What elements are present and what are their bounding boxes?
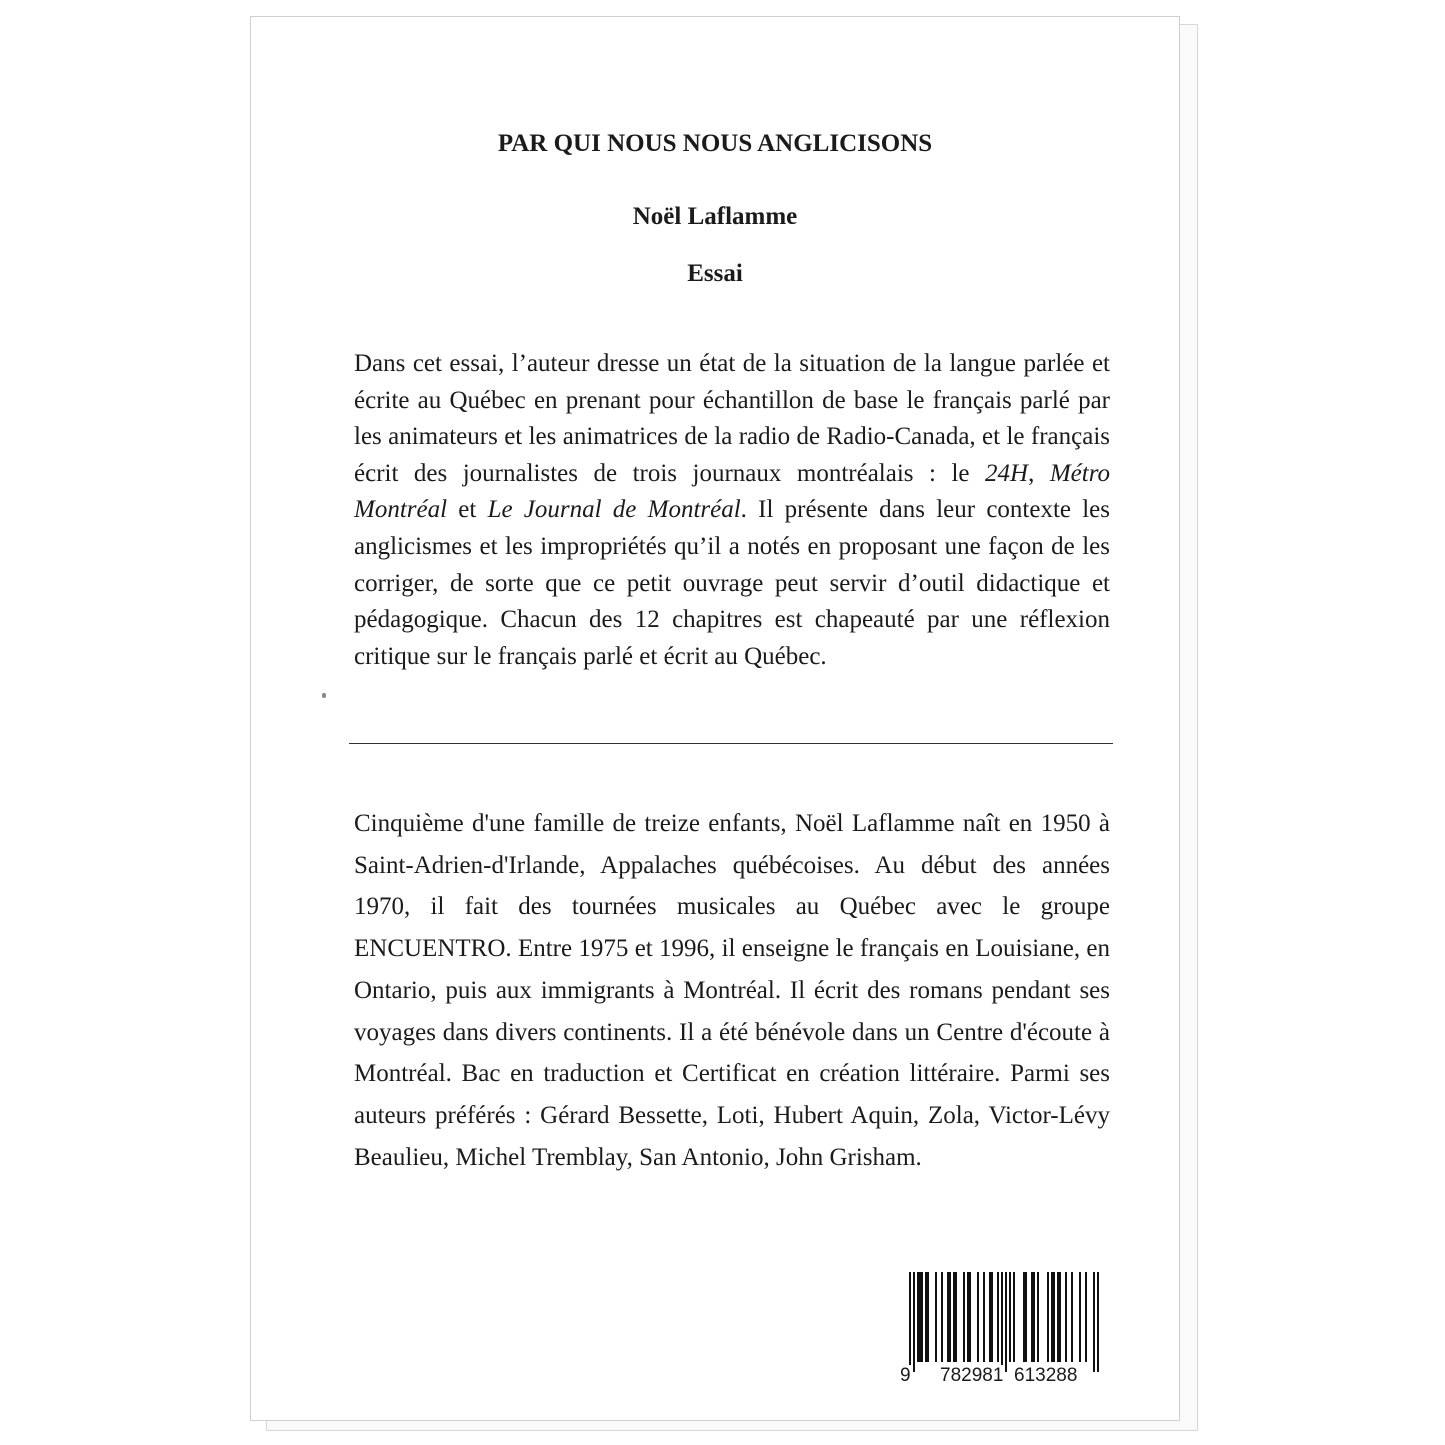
divider-line <box>349 743 1113 744</box>
barcode-bar <box>1093 1272 1095 1372</box>
barcode-bar <box>1097 1272 1099 1372</box>
summary-paragraph <box>354 346 1110 675</box>
barcode-bar <box>941 1272 943 1362</box>
barcode-bar <box>953 1272 955 1362</box>
barcode-bar <box>1059 1272 1061 1362</box>
barcode-bar <box>921 1272 923 1362</box>
barcode-bar <box>1051 1272 1053 1362</box>
barcode-bar <box>947 1272 949 1362</box>
barcode-bar <box>917 1272 919 1362</box>
barcode-bar <box>1053 1272 1055 1362</box>
publication-journal-de-montreal: Le Journal de Montréal <box>487 496 741 524</box>
barcode-bar <box>1005 1272 1007 1372</box>
barcode-bar <box>991 1272 993 1362</box>
barcode-bar <box>963 1272 965 1362</box>
barcode-bar <box>1009 1272 1011 1362</box>
barcode-bar <box>925 1272 927 1362</box>
barcode-bar <box>969 1272 971 1362</box>
barcode-bar <box>909 1272 911 1372</box>
barcode-bar <box>949 1272 951 1362</box>
barcode-bar <box>919 1272 921 1362</box>
scan-speck <box>322 693 326 698</box>
book-title: PAR QUI NOUS NOUS ANGLICISONS <box>497 130 933 157</box>
barcode-bar <box>1057 1272 1059 1362</box>
barcode-bar <box>989 1272 991 1362</box>
barcode-bar <box>1001 1272 1003 1372</box>
barcode-bars <box>891 1272 1111 1372</box>
barcode-bar <box>1031 1272 1033 1362</box>
barcode-bar <box>927 1272 929 1362</box>
isbn-right-digits: 613288 <box>1014 1365 1078 1386</box>
barcode-bar <box>983 1272 985 1362</box>
barcode-bar <box>1037 1272 1039 1362</box>
summary-separator: , <box>1028 459 1050 487</box>
barcode-bar <box>967 1272 969 1362</box>
isbn-left-digits: 782981 <box>940 1365 1004 1386</box>
barcode-bar <box>1013 1272 1015 1362</box>
barcode-bar <box>1033 1272 1035 1362</box>
back-cover-page <box>250 16 1180 1421</box>
barcode-bar <box>913 1272 915 1372</box>
barcode-bar <box>1065 1272 1067 1362</box>
book-author: Noël Laflamme <box>632 203 798 230</box>
barcode-bar <box>1025 1272 1027 1362</box>
isbn-digits <box>891 1365 1111 1389</box>
summary-text-after: . Il présente dans leur contexte les anglicismes et les impropriétés qu’il a notés en proposant une façon de les corriger, de sorte que ce petit ouvrage peut servir d’outil didactique et pédagogique. Chacun des 12 chapitres est chapeauté par une réflexion critique sur le français parlé et écrit au Québec. <box>354 496 1111 670</box>
summary-text-before: Dans cet essai, l’auteur dresse un état de la situation de la langue parlée et écrite au Québec en prenant pour échantillon de base le français parlé par les animateurs et les animatrices de la radio de Radio-Canada, et le français écrit des journalistes de trois journaux montréalais : le <box>354 350 1110 487</box>
barcode-bar <box>1079 1272 1081 1362</box>
barcode-bar <box>1023 1272 1025 1362</box>
barcode-bar <box>1071 1272 1073 1362</box>
author-biography: Cinquième d'une famille de treize enfants, Noël Laflamme naît en 1950 à Saint-Adrien-d'Irlande, Appalaches québécoises. Au début des années 1970, il fait des tournées musicales au Québec avec le groupe ENCUENTRO. Entre 1975 et 1996, il enseigne le français en Louisiane, en Ontario, puis aux immigrants à Montréal. Il écrit des romans pendant ses voyages dans divers continents. Il a été bénévole dans un Centre d'écoute à Montréal. Bac en traduction et Certificat en création littéraire. Parmi ses auteurs préférés : Gérard Bessette, Loti, Hubert Aquin, Zola, Victor-Lévy Beaulieu, Michel Tremblay, San Antonio, John Grisham. <box>354 810 1110 1171</box>
summary-separator: et <box>447 496 488 524</box>
barcode-bar <box>955 1272 957 1362</box>
publication-24h: 24H <box>985 459 1029 487</box>
barcode-bar <box>1085 1272 1087 1362</box>
barcode-bar <box>977 1272 979 1362</box>
barcode-bar <box>935 1272 937 1362</box>
barcode-bar <box>1047 1272 1049 1362</box>
publication-metro-montreal: Métro Montréal <box>354 459 1110 524</box>
barcode-bar <box>997 1272 999 1362</box>
book-genre: Essai <box>687 260 743 287</box>
isbn-lead-digit: 9 <box>900 1365 911 1386</box>
